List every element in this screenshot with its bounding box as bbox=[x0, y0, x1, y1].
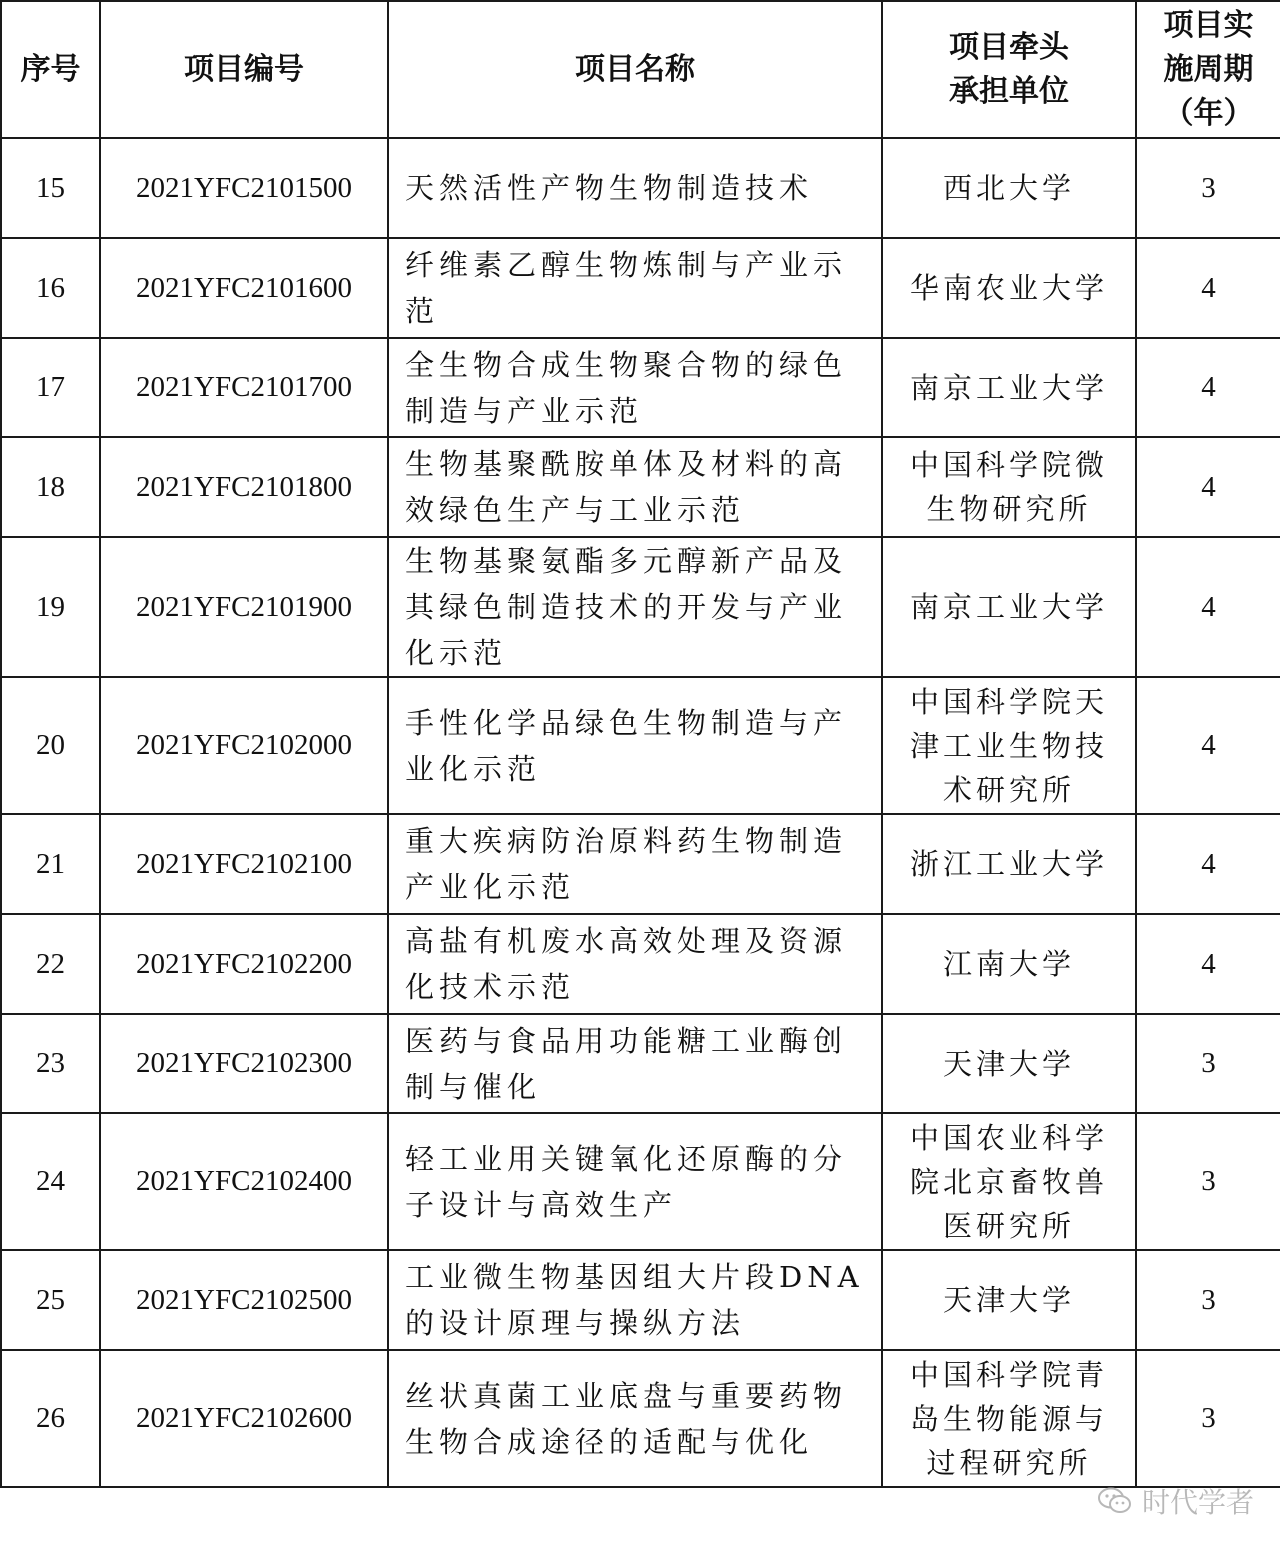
wechat-icon bbox=[1098, 1487, 1132, 1515]
row-name: 全生物合成生物聚合物的绿色制造与产业示范 bbox=[388, 338, 882, 437]
row-period: 3 bbox=[1136, 1250, 1280, 1350]
row-unit: 中国科学院青岛生物能源与过程研究所 bbox=[882, 1350, 1136, 1487]
row-name: 重大疾病防治原料药生物制造产业化示范 bbox=[388, 814, 882, 914]
row-no: 24 bbox=[1, 1113, 100, 1250]
table-row bbox=[1, 537, 1280, 677]
row-no: 20 bbox=[1, 677, 100, 814]
row-unit: 天津大学 bbox=[882, 1014, 1136, 1113]
watermark bbox=[1098, 1481, 1254, 1521]
row-period: 4 bbox=[1136, 677, 1280, 814]
row-unit: 华南农业大学 bbox=[882, 238, 1136, 338]
table-row bbox=[1, 814, 1280, 914]
watermark-text: 时代学者 bbox=[1142, 1486, 1255, 1519]
row-code: 2021YFC2102200 bbox=[100, 914, 388, 1014]
header-unit: 项目牵头承担单位 bbox=[882, 1, 1136, 138]
header-no: 序号 bbox=[1, 1, 100, 138]
table-row bbox=[1, 1014, 1280, 1113]
row-period: 3 bbox=[1136, 1014, 1280, 1113]
row-code: 2021YFC2101800 bbox=[100, 437, 388, 537]
row-period: 4 bbox=[1136, 238, 1280, 338]
row-code: 2021YFC2102400 bbox=[100, 1113, 388, 1250]
row-name: 医药与食品用功能糖工业酶创制与催化 bbox=[388, 1014, 882, 1113]
row-code: 2021YFC2101700 bbox=[100, 338, 388, 437]
row-name: 天然活性产物生物制造技术 bbox=[388, 138, 882, 238]
table-row bbox=[1, 677, 1280, 814]
row-code: 2021YFC2102000 bbox=[100, 677, 388, 814]
table-row bbox=[1, 437, 1280, 537]
table-row bbox=[1, 138, 1280, 238]
row-code: 2021YFC2101900 bbox=[100, 537, 388, 677]
table-row bbox=[1, 1250, 1280, 1350]
row-no: 23 bbox=[1, 1014, 100, 1113]
row-name: 纤维素乙醇生物炼制与产业示范 bbox=[388, 238, 882, 338]
header-period: 项目实施周期（年） bbox=[1136, 1, 1280, 138]
header-code: 项目编号 bbox=[100, 1, 388, 138]
row-unit: 中国农业科学院北京畜牧兽医研究所 bbox=[882, 1113, 1136, 1250]
row-period: 4 bbox=[1136, 338, 1280, 437]
row-name: 生物基聚酰胺单体及材料的高效绿色生产与工业示范 bbox=[388, 437, 882, 537]
row-unit: 天津大学 bbox=[882, 1250, 1136, 1350]
table-row bbox=[1, 914, 1280, 1014]
row-period: 3 bbox=[1136, 1350, 1280, 1487]
table-row bbox=[1, 1113, 1280, 1250]
row-code: 2021YFC2102500 bbox=[100, 1250, 388, 1350]
row-code: 2021YFC2102300 bbox=[100, 1014, 388, 1113]
row-code: 2021YFC2101600 bbox=[100, 238, 388, 338]
row-unit: 中国科学院天津工业生物技术研究所 bbox=[882, 677, 1136, 814]
row-no: 18 bbox=[1, 437, 100, 537]
row-no: 15 bbox=[1, 138, 100, 238]
row-no: 16 bbox=[1, 238, 100, 338]
row-period: 3 bbox=[1136, 138, 1280, 238]
row-period: 3 bbox=[1136, 1113, 1280, 1250]
row-name: 手性化学品绿色生物制造与产业化示范 bbox=[388, 677, 882, 814]
row-unit: 南京工业大学 bbox=[882, 537, 1136, 677]
row-unit: 南京工业大学 bbox=[882, 338, 1136, 437]
row-code: 2021YFC2102600 bbox=[100, 1350, 388, 1487]
row-code: 2021YFC2102100 bbox=[100, 814, 388, 914]
row-no: 22 bbox=[1, 914, 100, 1014]
row-no: 21 bbox=[1, 814, 100, 914]
header-name: 项目名称 bbox=[388, 1, 882, 138]
row-no: 17 bbox=[1, 338, 100, 437]
row-unit: 中国科学院微生物研究所 bbox=[882, 437, 1136, 537]
row-code: 2021YFC2101500 bbox=[100, 138, 388, 238]
row-no: 19 bbox=[1, 537, 100, 677]
row-no: 26 bbox=[1, 1350, 100, 1487]
row-name: 高盐有机废水高效处理及资源化技术示范 bbox=[388, 914, 882, 1014]
row-period: 4 bbox=[1136, 814, 1280, 914]
row-unit: 浙江工业大学 bbox=[882, 814, 1136, 914]
row-unit: 江南大学 bbox=[882, 914, 1136, 1014]
row-name: 生物基聚氨酯多元醇新产品及其绿色制造技术的开发与产业化示范 bbox=[388, 537, 882, 677]
row-no: 25 bbox=[1, 1250, 100, 1350]
row-period: 4 bbox=[1136, 914, 1280, 1014]
row-period: 4 bbox=[1136, 437, 1280, 537]
row-period: 4 bbox=[1136, 537, 1280, 677]
row-name: 轻工业用关键氧化还原酶的分子设计与高效生产 bbox=[388, 1113, 882, 1250]
table-row bbox=[1, 338, 1280, 437]
table-row bbox=[1, 238, 1280, 338]
row-name: 工业微生物基因组大片段DNA的设计原理与操纵方法 bbox=[388, 1250, 882, 1350]
row-name: 丝状真菌工业底盘与重要药物生物合成途径的适配与优化 bbox=[388, 1350, 882, 1487]
row-unit: 西北大学 bbox=[882, 138, 1136, 238]
header-row bbox=[1, 1, 1280, 138]
table-row bbox=[1, 1350, 1280, 1487]
